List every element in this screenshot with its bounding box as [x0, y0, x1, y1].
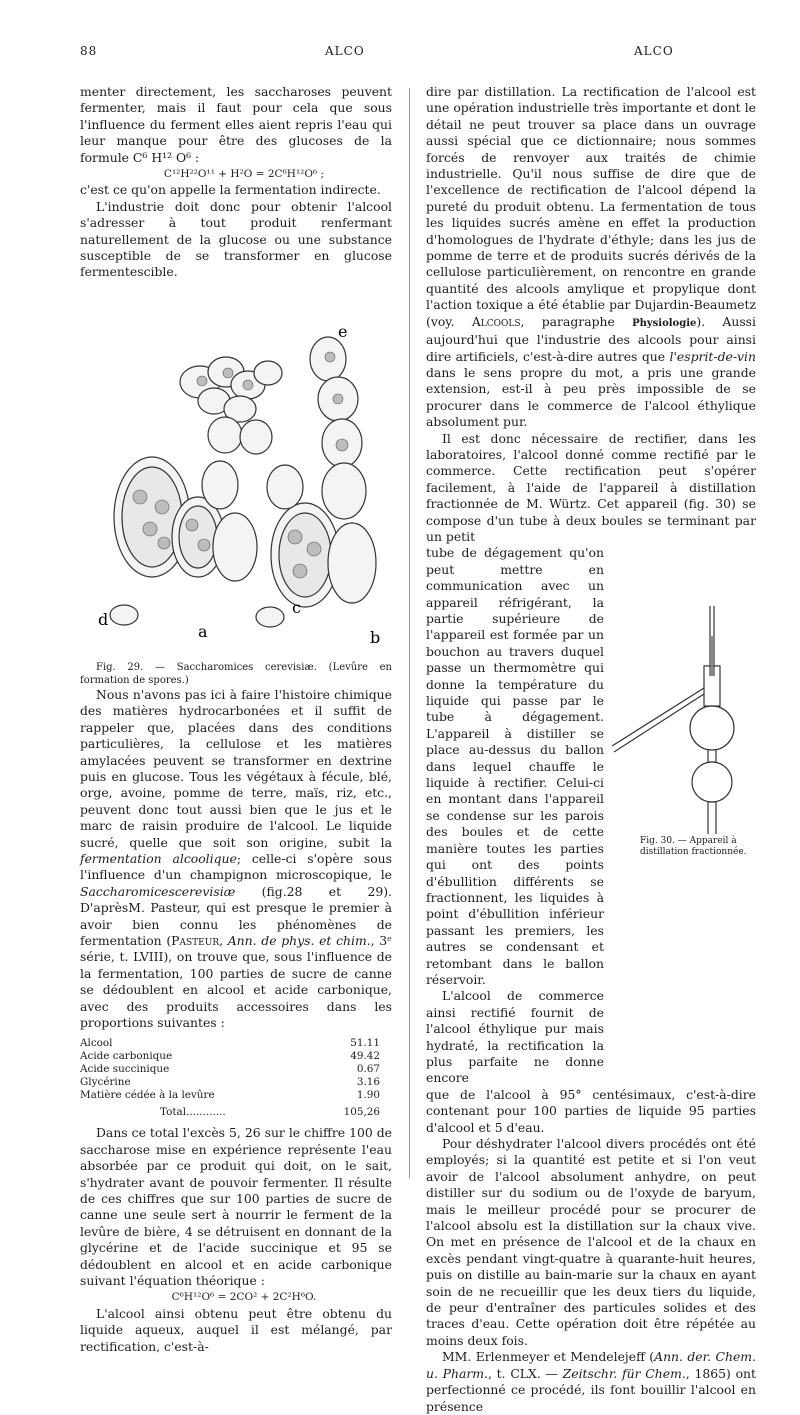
right-running-title: ALCO [634, 44, 674, 58]
author-name: Pasteur [171, 932, 220, 948]
italic-term: l'esprit-de-vin [669, 348, 756, 364]
paragraph: L'alcool de commerce ainsi rectifié fournit de l'alcool éthylique pur mais hydraté, la rectification la plus parfaite ne donne encore [426, 988, 604, 1086]
text-run: MM. Erlenmeyer et Mendelejeff ( [442, 1349, 655, 1365]
figure-caption: Fig. 30. — Appareil à distillation fractionnée. [640, 836, 747, 857]
yeast-illustration [80, 287, 392, 657]
chemical-formula: C¹²H²²O¹¹ + H²O = 2C⁶H¹²O⁶ ; [163, 168, 325, 181]
figure-caption: Fig. 29. — Saccharomices cerevisiæ. (Levûre en formation de spores.) [80, 661, 392, 686]
text-run: , paragraphe [520, 313, 633, 329]
text-run: , 3ᵉ série, t. LVIII), on trouve que, sous l'influence de la fermentation, 100 parties de sucre de canne se dédoublent en alcool et acide carbonique, avec des produits accessoires dans les proportions suivantes : [80, 932, 392, 1030]
left-column [80, 84, 392, 1355]
figure-label-d: d [98, 609, 109, 629]
italic-term: fermentation alcoolique [80, 850, 237, 866]
journal-title: Ann. de phys. et chim. [227, 932, 371, 948]
paragraph: Dans ce total l'excès 5, 26 sur le chiffre 100 de saccharose mise en expérience représente l'eau absorbée par ce produit qui doit, on le sait, s'hydrater avant de pouvoir fermenter. Il résulte de ces chiffres que sur 100 parties de sucre de canne une seule sert à nourrir le ferment de la levûre de bière, 4 se détruisent en donnant de la glycérine et de l'acide succinique et 95 se dédoublent en alcool et en acide carbonique suivant l'équation théorique : [80, 1125, 392, 1289]
figure-30-distillation-apparatus [592, 606, 762, 946]
product-value: 49.42 [350, 1050, 380, 1063]
text-run: ). Aussi aujourd'hui que l'industrie des alcools pour ainsi dire artificiels, c'est-à-dire autres que [426, 313, 756, 364]
table-row [80, 1063, 380, 1076]
paragraph: L'alcool ainsi obtenu peut être obtenu du liquide aqueux, auquel il est mélangé, par rectification, c'est-à- [80, 1305, 392, 1354]
chemical-formula: C⁶H¹²O⁶ = 2CO² + 2C²H⁶O. [171, 1291, 317, 1304]
total-label: Total............ [160, 1106, 226, 1119]
table-total-row [80, 1102, 380, 1119]
figure-label-e: e [338, 321, 348, 341]
paragraph: que de l'alcool à 95° centésimaux, c'est-à-dire contenant pour 100 parties de liquide 95 parties d'alcool et 5 d'eau. [426, 1086, 756, 1135]
product-name: Acide succinique [80, 1063, 170, 1076]
fermentation-products-table [80, 1037, 380, 1119]
table-row [80, 1050, 380, 1063]
italic-species-name: Saccharomicescerevisiæ [80, 883, 236, 899]
left-running-title: ALCO [325, 44, 365, 58]
paragraph: Il est donc nécessaire de rectifier, dans les laboratoires, l'alcool donné comme rectifié par le commerce. Cette rectification peut s'opérer facilement, à l'aide de l'appareil à distillation fractionnée de M. Würtz. Cet appareil (fig. 30) se compose d'un tube à deux boules se terminant par un petit [426, 430, 756, 544]
paragraph [426, 84, 756, 431]
total-label-text: Total [160, 1106, 187, 1119]
running-header [80, 44, 760, 64]
paragraph: Nous n'avons pas ici à faire l'histoire chimique des matières hydrocarbonées et il suffit de rappeler que, placées dans des conditions particulières, la cellulose et les matières amylacées peuvent se transformer en dextrine puis en glucose. Tous les végétaux à fécule, blé, orge, avoine, pomme de terre, maïs, riz, etc., peuvent donc tout aussi bien que le jus et le marc de raisin produire de l'alcool. Le liquide sucré, quelle que soit son origine, subit la fermentation alcoolique; celle-ci s'opère sous l'influence d'un champignon microscopique, le Saccharomicescerevisiæ (fig.28 et 29). D'aprèsM. Pasteur, qui est presque le premier à avoir bien connu les phénomènes de fermentation (Pasteur, Ann. de phys. et chim., 3ᵉ série, t. LVIII), on trouve que, sous l'influence de la fermentation, 100 parties de sucre de canne se dédoublent en alcool et acide carbonique, avec des produits accessoires dans les proportions suivantes : [80, 686, 392, 1030]
page-number: 88 [80, 44, 98, 58]
journal-title: Ann. der. Chem. u. Pharm. [426, 1349, 756, 1381]
paragraph: L'industrie doit donc pour obtenir l'alcool s'adresser à tout produit renfermant naturellement de la glucose ou une substance susceptible de se transformer en glucose fermentescible. [80, 198, 392, 280]
figure-29-yeast-cells [80, 287, 392, 657]
product-name: Matière cédée à la levûre [80, 1089, 215, 1102]
journal-title: Zeitschr. für Chem. [562, 1365, 686, 1381]
cross-reference-bold: Physiologie [632, 317, 697, 329]
paragraph: c'est ce qu'on appelle la fermentation indirecte. [80, 182, 381, 198]
text-run: dans le sens propre du mot, a pris une grande extension, est-il à peu près impossible de se procurer dans le commerce de l'alcool éthylique absolument pur. [426, 364, 756, 430]
distillation-illustration [592, 606, 762, 836]
cross-reference: Alcools [471, 313, 521, 329]
paragraph: tube de dégagement qu'on peut mettre en communication avec un appareil réfrigérant, la partie supérieure de l'appareil est formée par un bouchon au travers duquel passe un thermomètre qui donne la température du liquide qui passe par le tube à dégagement. L'appareil à distiller se place au-dessus du ballon dans lequel chauffe le liquide à rectifier. Celui-ci en montant dans l'appareil se condense sur les parois des boules et de cette manière toutes les parties qui ont des points d'ébullition différents se fractionnent, les liquides à point d'ébullition inférieur passant les premiers, les autres se condensant et retombant dans le ballon réservoir. [426, 545, 604, 987]
text-run: Nous n'avons pas ici à faire l'histoire chimique des matières hydrocarbonées et il suffit de rappeler que, placées dans des conditions particulières, la cellulose et les matières amylacées peuvent se transformer en dextrine puis en glucose. Tous les végétaux à fécule, blé, orge, avoine, pomme de terre, maïs, riz, etc., peuvent donc tout aussi bien que le jus et le marc de raisin produire de l'alcool. Le liquide sucré, quelle que soit son origine, subit la [80, 686, 392, 850]
text-run: (fig.28 et 29). D'aprèsM. Pasteur, qui est presque le premier à avoir bien connu les phénomènes de fermentation ( [80, 883, 392, 948]
table-row [80, 1076, 380, 1089]
product-value: 3.16 [356, 1076, 380, 1089]
product-name: Glycérine [80, 1076, 131, 1089]
total-value: 105,26 [343, 1106, 380, 1119]
figure-label-b: b [370, 627, 381, 647]
product-value: 51.11 [350, 1037, 380, 1050]
figure-label-c: c [292, 597, 301, 617]
product-name: Alcool [80, 1037, 113, 1050]
paragraph: Pour déshydrater l'alcool divers procédés ont été employés; si la quantité est petite et si l'on veut avoir de l'alcool absolument anhydre, on peut distiller sur du sodium ou de l'oxyde de baryum, mais le meilleur procédé pour se procurer de l'alcool absolu est la distillation sur la chaux vive. On met en présence de l'alcool et de la chaux en excès pendant vingt-quatre à quarante-huit heures, puis on distille au bain-marie sur la chaux en ayant soin de ne recueillir que les deux tiers du liquide, de peur d'entraîner des particules solides et des traces d'eau. Cette opération doit être répétée au moins deux fois. [426, 1136, 756, 1348]
figure-label-a: a [198, 621, 208, 641]
text-run: ; celle-ci s'opère sous l'influence d'un champignon microscopique, le [80, 850, 392, 883]
paragraph [426, 1349, 756, 1415]
product-value: 1.90 [356, 1089, 380, 1102]
product-value: 0.67 [356, 1063, 380, 1076]
paragraph: menter directement, les saccharoses peuvent fermenter, mais il faut pour cela que sous l'influence du ferment elles aient repris l'eau qui leur manque pour être des glucoses de la formule C⁶ H¹² O⁶ : [80, 84, 392, 165]
table-row [80, 1037, 380, 1050]
text-run: dire par distillation. La rectification de l'alcool est une opération industrielle très importante et dont le détail ne peut trouver sa place dans un ouvrage aussi spécial que ce dictionnaire; nous sommes forcés de renvoyer aux traités de chimie industrielle. Qu'il nous suffise de dire que de l'excellence de rectification de l'alcool dépend la pureté du produit obtenu. La fermentation de tous les liquides sucrés amène en effet la production d'homologues de l'hydrate d'éthyle; dans les jus de pomme de terre et de produits sucrés dérivés de la cellulose particulièrement, on rencontre en grande quantité des alcools amylique et propylique dont l'action toxique a été établie par Dujardin-Beaumetz (voy. [426, 84, 756, 329]
table-row [80, 1089, 380, 1102]
text-run: , t. CLX. — [487, 1365, 563, 1381]
column-divider [409, 88, 410, 1178]
text-run: , 1865) ont perfectionné ce procédé, ils font bouillir l'alcool en présence [426, 1365, 756, 1414]
product-name: Acide carbonique [80, 1050, 173, 1063]
